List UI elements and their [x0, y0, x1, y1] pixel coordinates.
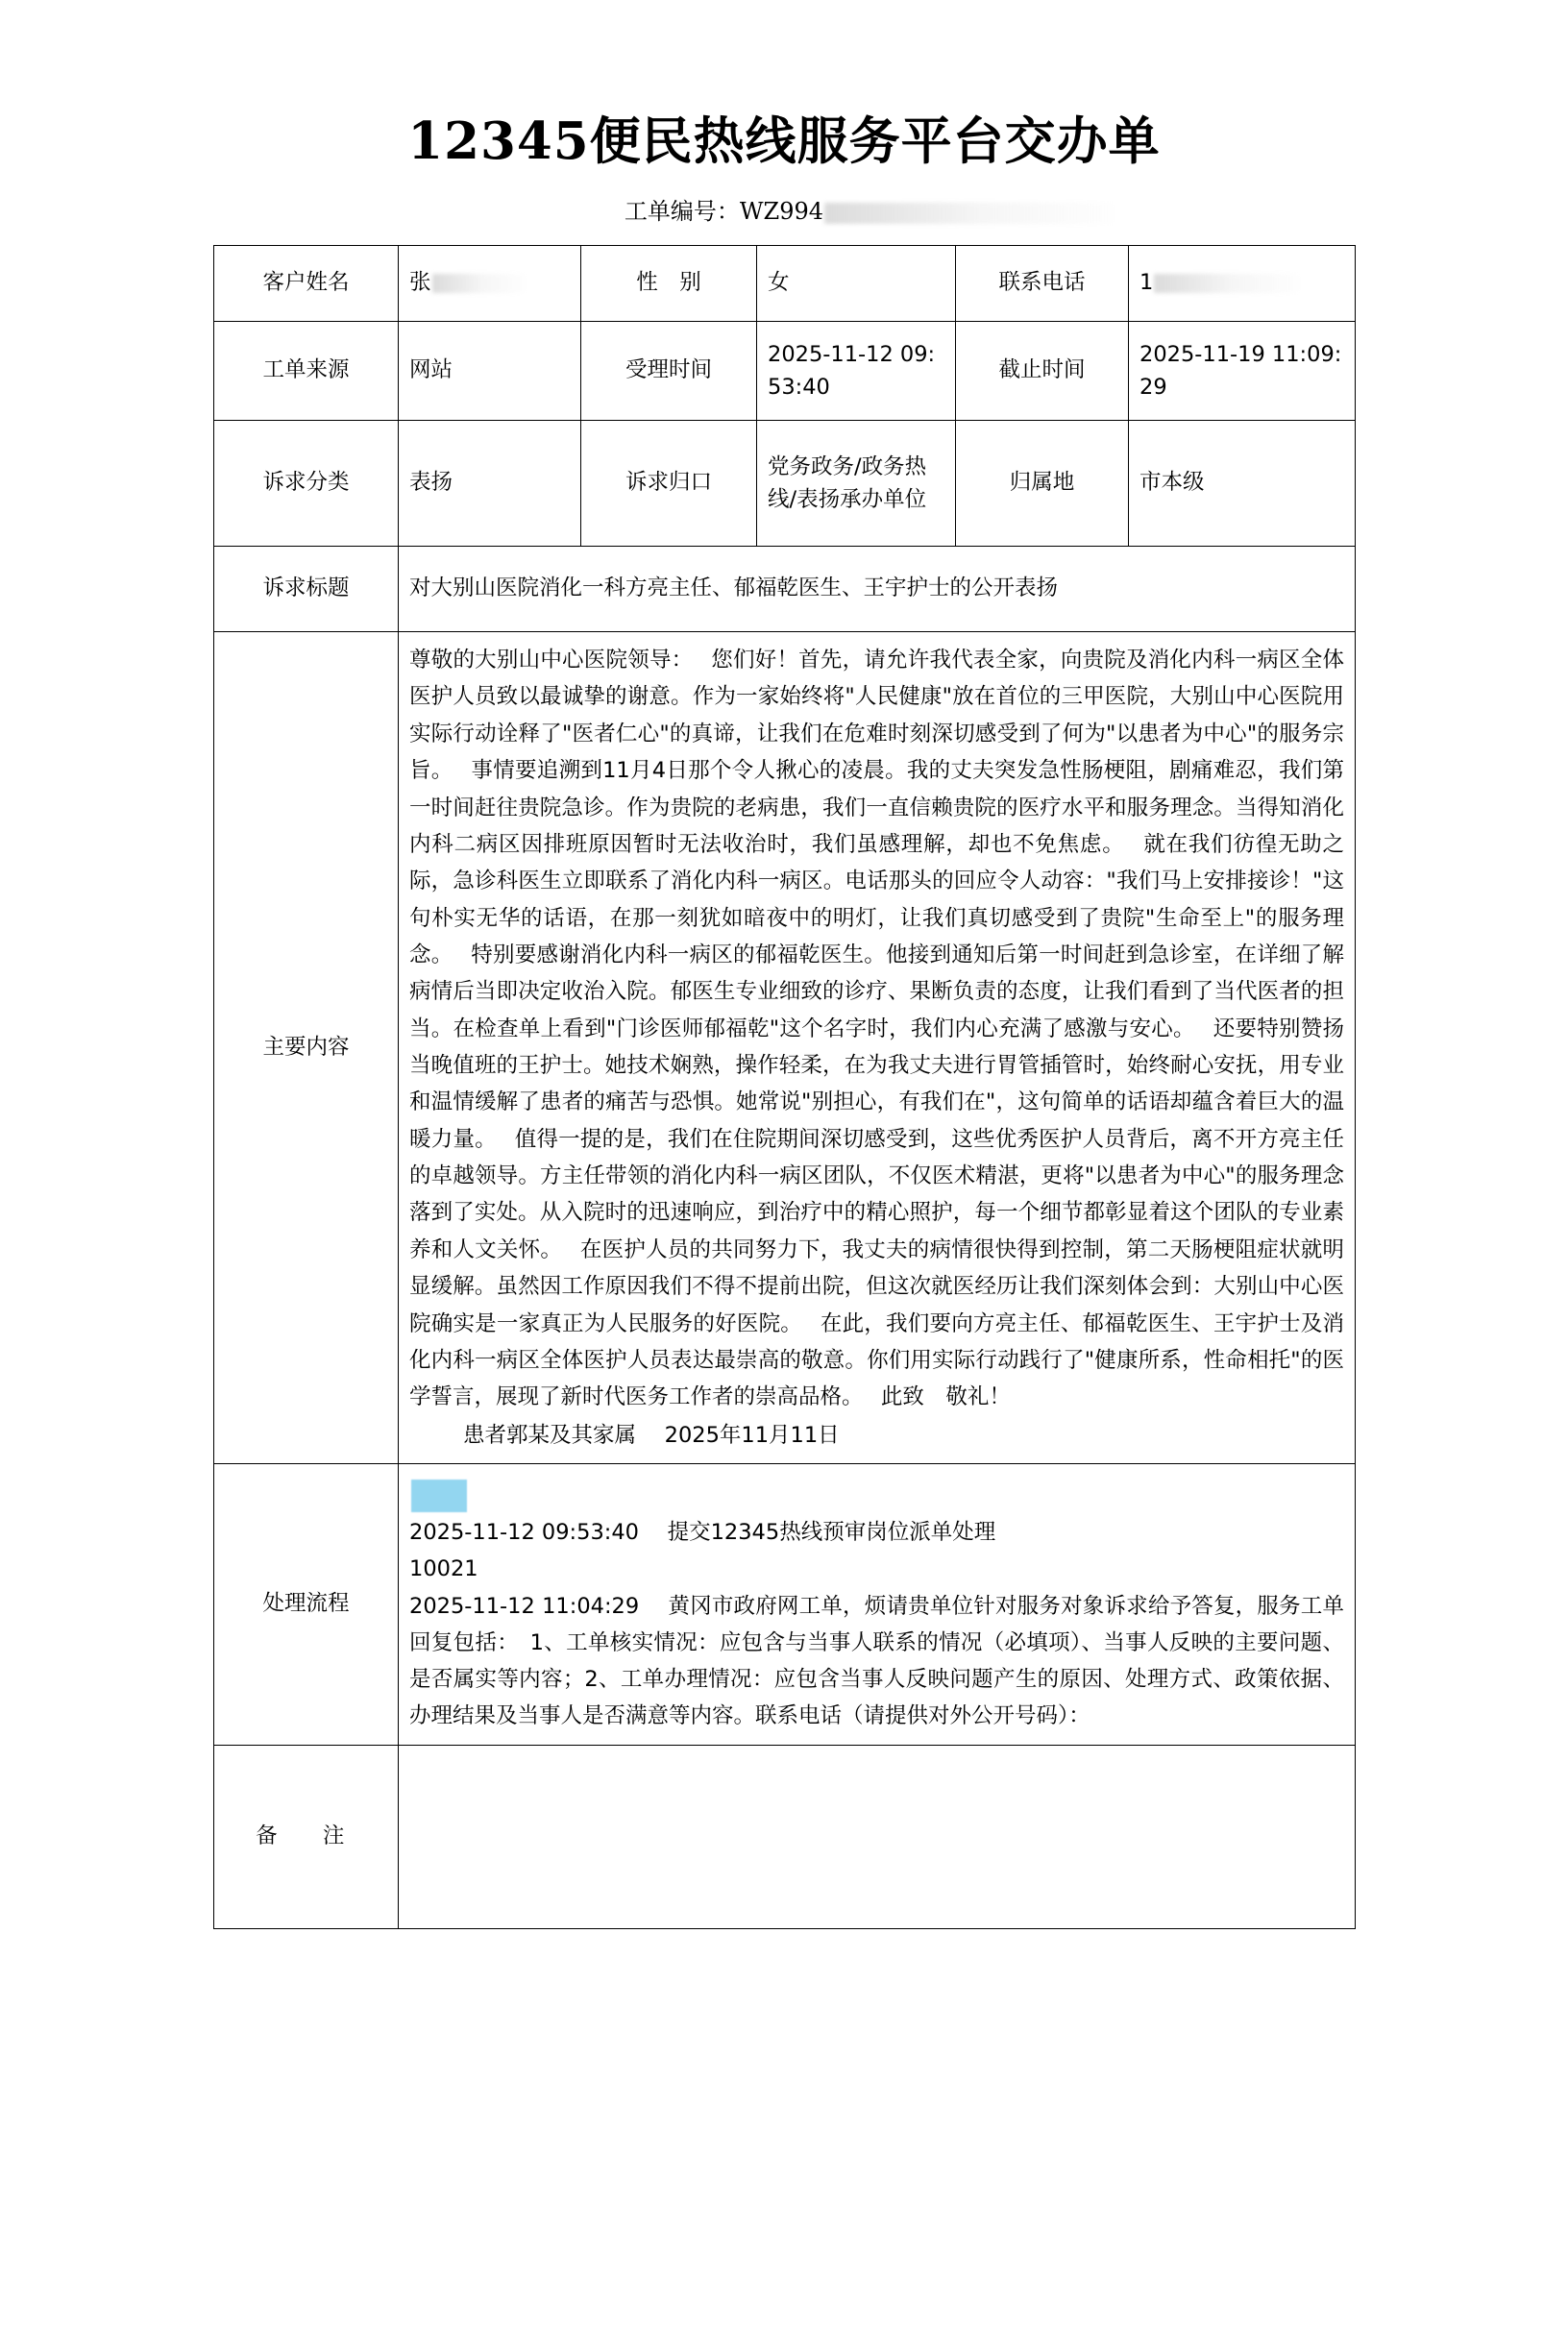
phone-label: 联系电话 — [956, 246, 1129, 322]
customer-name-value — [399, 246, 581, 322]
customer-name-text: 张 — [409, 270, 431, 296]
table-row-category — [214, 421, 1356, 547]
main-content-signature: 患者郭某及其家属 2025年11月11日 — [463, 1422, 840, 1448]
accept-time-value: 2025-11-12 09:53:40 — [757, 322, 956, 421]
region-value: 市本级 — [1129, 421, 1356, 547]
category-value: 表扬 — [399, 421, 581, 547]
table-row-basic-info — [214, 246, 1356, 322]
remark-value — [399, 1745, 1356, 1928]
ticket-number-label: 工单编号： — [624, 198, 740, 226]
customer-name-label: 客户姓名 — [214, 246, 399, 322]
region-label: 归属地 — [956, 421, 1129, 547]
deadline-value: 2025-11-19 11:09:29 — [1129, 322, 1356, 421]
remark-label: 备 注 — [214, 1745, 399, 1928]
channel-value: 党务政务/政务热线/表扬承办单位 — [757, 421, 956, 547]
main-content-label: 主要内容 — [214, 632, 399, 1464]
phone-text: 1 — [1139, 270, 1154, 296]
processing-flow-line-1: 2025-11-12 09:53:40 提交12345热线预审岗位派单处理 — [409, 1520, 996, 1545]
processing-flow-value — [399, 1464, 1356, 1746]
gender-value: 女 — [757, 246, 956, 322]
phone-redaction — [1154, 274, 1298, 293]
table-row-processing-flow — [214, 1464, 1356, 1746]
table-row-source-time — [214, 322, 1356, 421]
deadline-label: 截止时间 — [956, 322, 1129, 421]
gender-label: 性 别 — [581, 246, 757, 322]
processing-flow-line-2: 10021 — [409, 1556, 478, 1582]
accept-time-label: 受理时间 — [581, 322, 757, 421]
table-row-main-content — [214, 632, 1356, 1464]
table-row-appeal-title — [214, 547, 1356, 632]
table-row-remark — [214, 1745, 1356, 1928]
ticket-number-redaction — [824, 203, 1113, 224]
category-label: 诉求分类 — [214, 421, 399, 547]
dispatch-form-table — [213, 245, 1356, 1928]
ticket-number-line — [0, 198, 1568, 226]
customer-name-redaction — [432, 274, 525, 293]
page-title: 12345便民热线服务平台交办单 — [407, 111, 1161, 171]
processing-flow-label: 处理流程 — [214, 1464, 399, 1746]
source-label: 工单来源 — [214, 322, 399, 421]
processing-flow-redaction — [411, 1480, 467, 1512]
processing-flow-line-3: 2025-11-12 11:04:29 黄冈市政府网工单，烦请贵单位针对服务对象诉求给予答复，服务工单回复包括： 1、工单核实情况：应包含与当事人联系的情况（必填项）、当事人反映的主要问题、是否属实等内容；2、工单办理情况：应包含当事人反映问题产生的原因、处理方式、政策依据、办理结果及当事人是否满意等内容。联系电话（请提供对外公开号码）： — [409, 1593, 1344, 1729]
source-value: 网站 — [399, 322, 581, 421]
appeal-title-value: 对大别山医院消化一科方亮主任、郁福乾医生、王宇护士的公开表扬 — [399, 547, 1356, 632]
main-content-value — [399, 632, 1356, 1464]
channel-label: 诉求归口 — [581, 421, 757, 547]
appeal-title-label: 诉求标题 — [214, 547, 399, 632]
main-content-body: 尊敬的大别山中心医院领导： 您们好！首先，请允许我代表全家，向贵院及消化内科一病区全体医护人员致以最诚挚的谢意。作为一家始终将"人民健康"放在首位的三甲医院，大别山中心医院用实际行动诠释了"医者仁心"的真谛，让我们在危难时刻深切感受到了何为"以患者为中心"的服务宗旨。 事情要追溯到11月4日那个令人揪心的凌晨。我的丈夫突发急性肠梗阻，剧痛难忍，我们第一时间赶往贵院急诊。作为贵院的老病患，我们一直信赖贵院的医疗水平和服务理念。当得知消化内科二病区因排班原因暂时无法收治时，我们虽感理解，却也不免焦虑。 就在我们彷徨无助之际，急诊科医生立即联系了消化内科一病区。电话那头的回应令人动容："我们马上安排接诊！"这句朴实无华的话语，在那一刻犹如暗夜中的明灯，让我们真切感受到了贵院"生命至上"的服务理念。 特别要感谢消化内科一病区的郁福乾医生。他接到通知后第一时间赶到急诊室，在详细了解病情后当即决定收治入院。郁医生专业细致的诊疗、果断负责的态度，让我们看到了当代医者的担当。在检查单上看到"门诊医师郁福乾"这个名字时，我们内心充满了感激与安心。 还要特别赞扬当晚值班的王护士。她技术娴熟，操作轻柔，在为我丈夫进行胃管插管时，始终耐心安抚，用专业和温情缓解了患者的痛苦与恐惧。她常说"别担心，有我们在"，这句简单的话语却蕴含着巨大的温暖力量。 值得一提的是，我们在住院期间深切感受到，这些优秀医护人员背后，离不开方亮主任的卓越领导。方主任带领的消化内科一病区团队，不仅医术精湛，更将"以患者为中心"的服务理念落到了实处。从入院时的迅速响应，到治疗中的精心照护，每一个细节都彰显着这个团队的专业素养和人文关怀。 在医护人员的共同努力下，我丈夫的病情很快得到控制，第二天肠梗阻症状就明显缓解。虽然因工作原因我们不得不提前出院，但这次就医经历让我们深刻体会到：大别山中心医院确实是一家真正为人民服务的好医院。 在此，我们要向方亮主任、郁福乾医生、王宇护士及消化内科一病区全体医护人员表达最崇高的敬意。你们用实际行动践行了"健康所系，性命相托"的医学誓言，展现了新时代医务工作者的崇高品格。 此致 敬礼！ — [409, 648, 1344, 1410]
ticket-number-value: WZ994 — [739, 198, 823, 226]
phone-value — [1129, 246, 1356, 322]
